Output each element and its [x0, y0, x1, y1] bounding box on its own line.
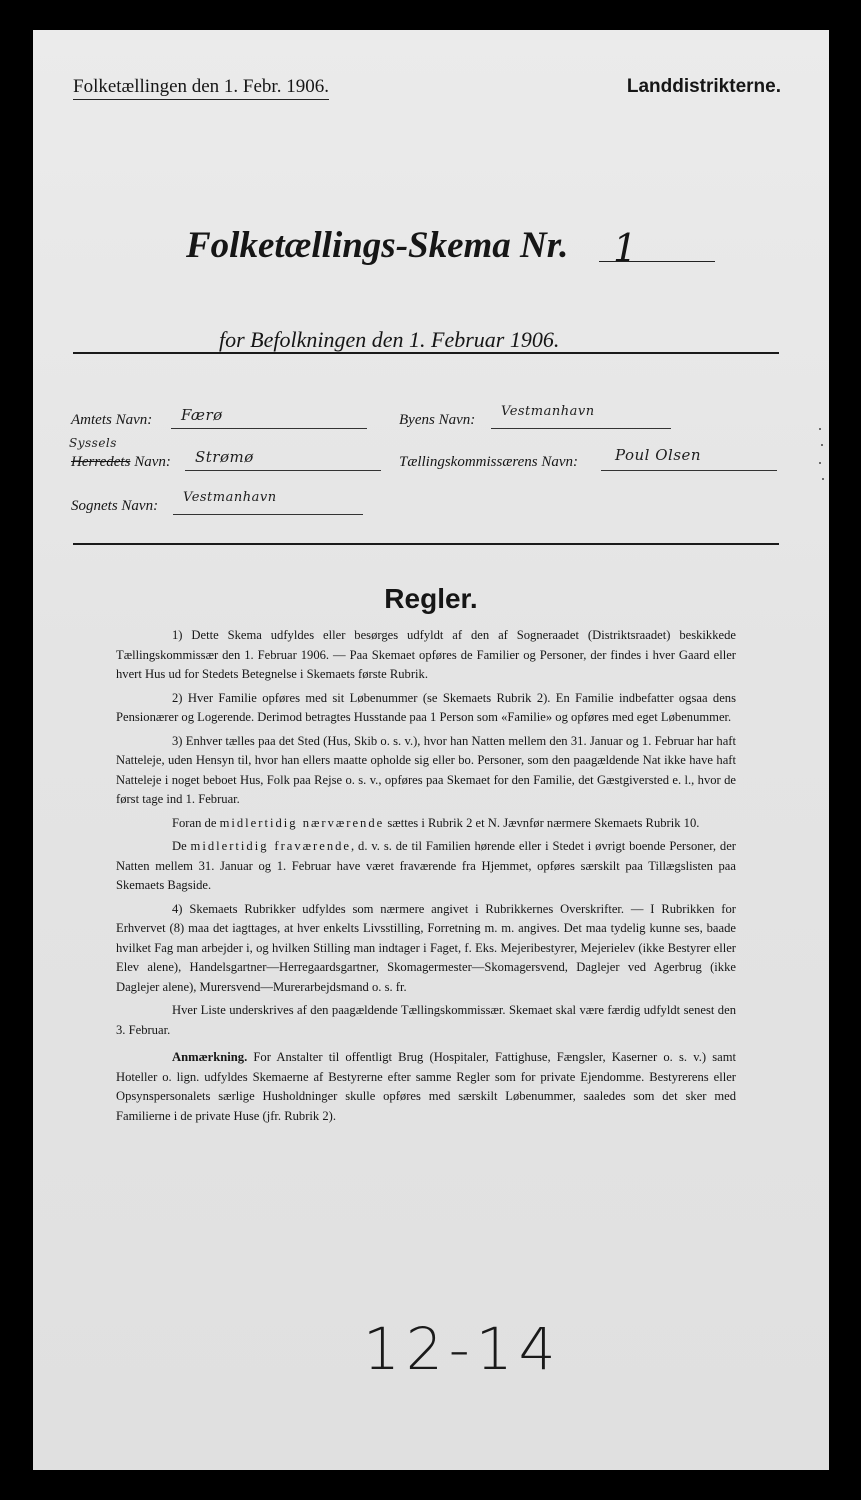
herred-value: Strømø: [195, 448, 254, 466]
rule-3: 3) Enhver tælles paa det Sted (Hus, Skib o. s. v.), hvor han Natten mellem den 31. Januar og 1. Februar har haft Natteleje, uden Hensyn til, hvor han ellers maatte opholde sig eller bo. Personer, som den paagældende Nat ikke have haft Natteleje i noget beboet Hus, Folk paa Rejse o. s. v., opføres paa Skemaet for den Familie, det Gæstgiversted e. l., hvor de først tage ind 1. Februar.: [116, 733, 736, 806]
rules-body: [116, 626, 736, 1130]
amt-value: Færø: [181, 406, 223, 424]
scan-speck: [821, 444, 823, 446]
rule-3-temporary-absent: De midlertidig fraværende, d. v. s. de til Familien hørende eller i Stedet i øvrigt boende Personer, der Natten mellem 31. Januar og 1. Februar have været fraværende fra Hjemmet, opføres særskilt paa Tillægslisten paa Skemaets Bagside.: [116, 839, 736, 892]
kommissaer-label: Tællingskommissærens Navn:: [399, 454, 579, 470]
rules-heading: Regler.: [384, 583, 478, 614]
scan-speck: [819, 428, 821, 430]
scan-speck: [819, 462, 821, 464]
sogn-label: Sognets Navn:: [71, 498, 159, 514]
form-title: Folketællings-Skema Nr.: [186, 225, 569, 266]
sogn-value: Vestmanhavn: [183, 490, 277, 505]
byens-line: [491, 428, 671, 429]
form-number-handwritten: 1: [613, 226, 638, 270]
herred-correction: Syssels: [69, 436, 117, 450]
byens-value: Vestmanhavn: [501, 404, 595, 419]
rule-2: 2) Hver Familie opføres med sit Løbenummer (se Skemaets Rubrik 2). En Familie indbefatter ogsaa dens Pensionærer og Logerende. Derimod betragtes Husstande paa 1 Person som «Familie» og opføres med eget Løbenummer.: [116, 690, 736, 724]
scan-speck: [822, 478, 824, 480]
remark: Anmærkning. For Anstalter til offentligt Brug (Hospitaler, Fattighuse, Fængsler, Kaserner o. s. v.) samt Hoteller o. lign. udfyldes Skemaerne af Bestyrerne efter samme Regler som for private Ejendomme. Bestyrerens eller Opsynspersonalets særlige Husholdninger skulle opføres med særskilt Løbenummer, saaledes som det sker med Familierne i de private Huse (jfr. Rubrik 2).: [116, 1050, 736, 1123]
herred-line: [185, 470, 381, 471]
bottom-divider: [73, 543, 779, 545]
rule-3-temporary-present: Foran de midlertidig nærværende sættes i Rubrik 2 et N. Jævnfør nærmere Skemaets Rubrik 10.: [172, 815, 700, 830]
amt-label: Amtets Navn:: [71, 412, 153, 428]
kommissaer-value: Poul Olsen: [615, 446, 702, 464]
byens-label: Byens Navn:: [399, 412, 476, 428]
herred-label: Herredets Navn:: [71, 454, 171, 470]
handwritten-page-range: 12-14: [363, 1315, 562, 1383]
kommissaer-line: [601, 470, 777, 471]
rule-1: 1) Dette Skema udfyldes eller besørges udfyldt af den af Sogneraadet (Distriktsraadet) beskikkede Tællingskommissær den 1. Februar 1906. — Paa Skemaet opføres de Familier og Personer, der findes i hver Gaard eller hvert Hus ud for Stedets Betegnelse i Skemaets første Rubrik.: [116, 628, 736, 681]
amt-line: [171, 428, 367, 429]
rule-4-signature: Hver Liste underskrives af den paagældende Tællingskommissær. Skemaet skal være færdig udfyldt senest den 3. Februar.: [116, 1003, 736, 1037]
district-type-header: Landdistrikterne.: [626, 76, 781, 97]
census-date-header: Folketællingen den 1. Febr. 1906.: [73, 76, 329, 98]
rule-4: 4) Skemaets Rubrikker udfyldes som nærmere angivet i Rubrikkernes Overskrifter. — I Rubrikken for Erhvervet (8) maa det iagttages, at hver enkelts Livsstilling, Forretning m. m. angives. Det maa tydelig kunne ses, baade hvilket Fag man arbejder i, og hvilken Stilling man indtager i Faget, f. Eks. Mejeribestyrer, Mejerielev (ikke Bestyrer eller Elev alene), Handelsgartner—Herregaardsgartner, Skomagermester—Skomagersvend, Daglejer ved Agerbrug (ikke Daglejer alene), Murersvend—Murerarbejdsmand o. s. fr.: [116, 901, 736, 994]
form-subtitle: for Befolkningen den 1. Februar 1906.: [219, 327, 560, 352]
census-form-page: [33, 30, 829, 1470]
top-divider: [73, 352, 779, 354]
sogn-line: [173, 514, 363, 515]
